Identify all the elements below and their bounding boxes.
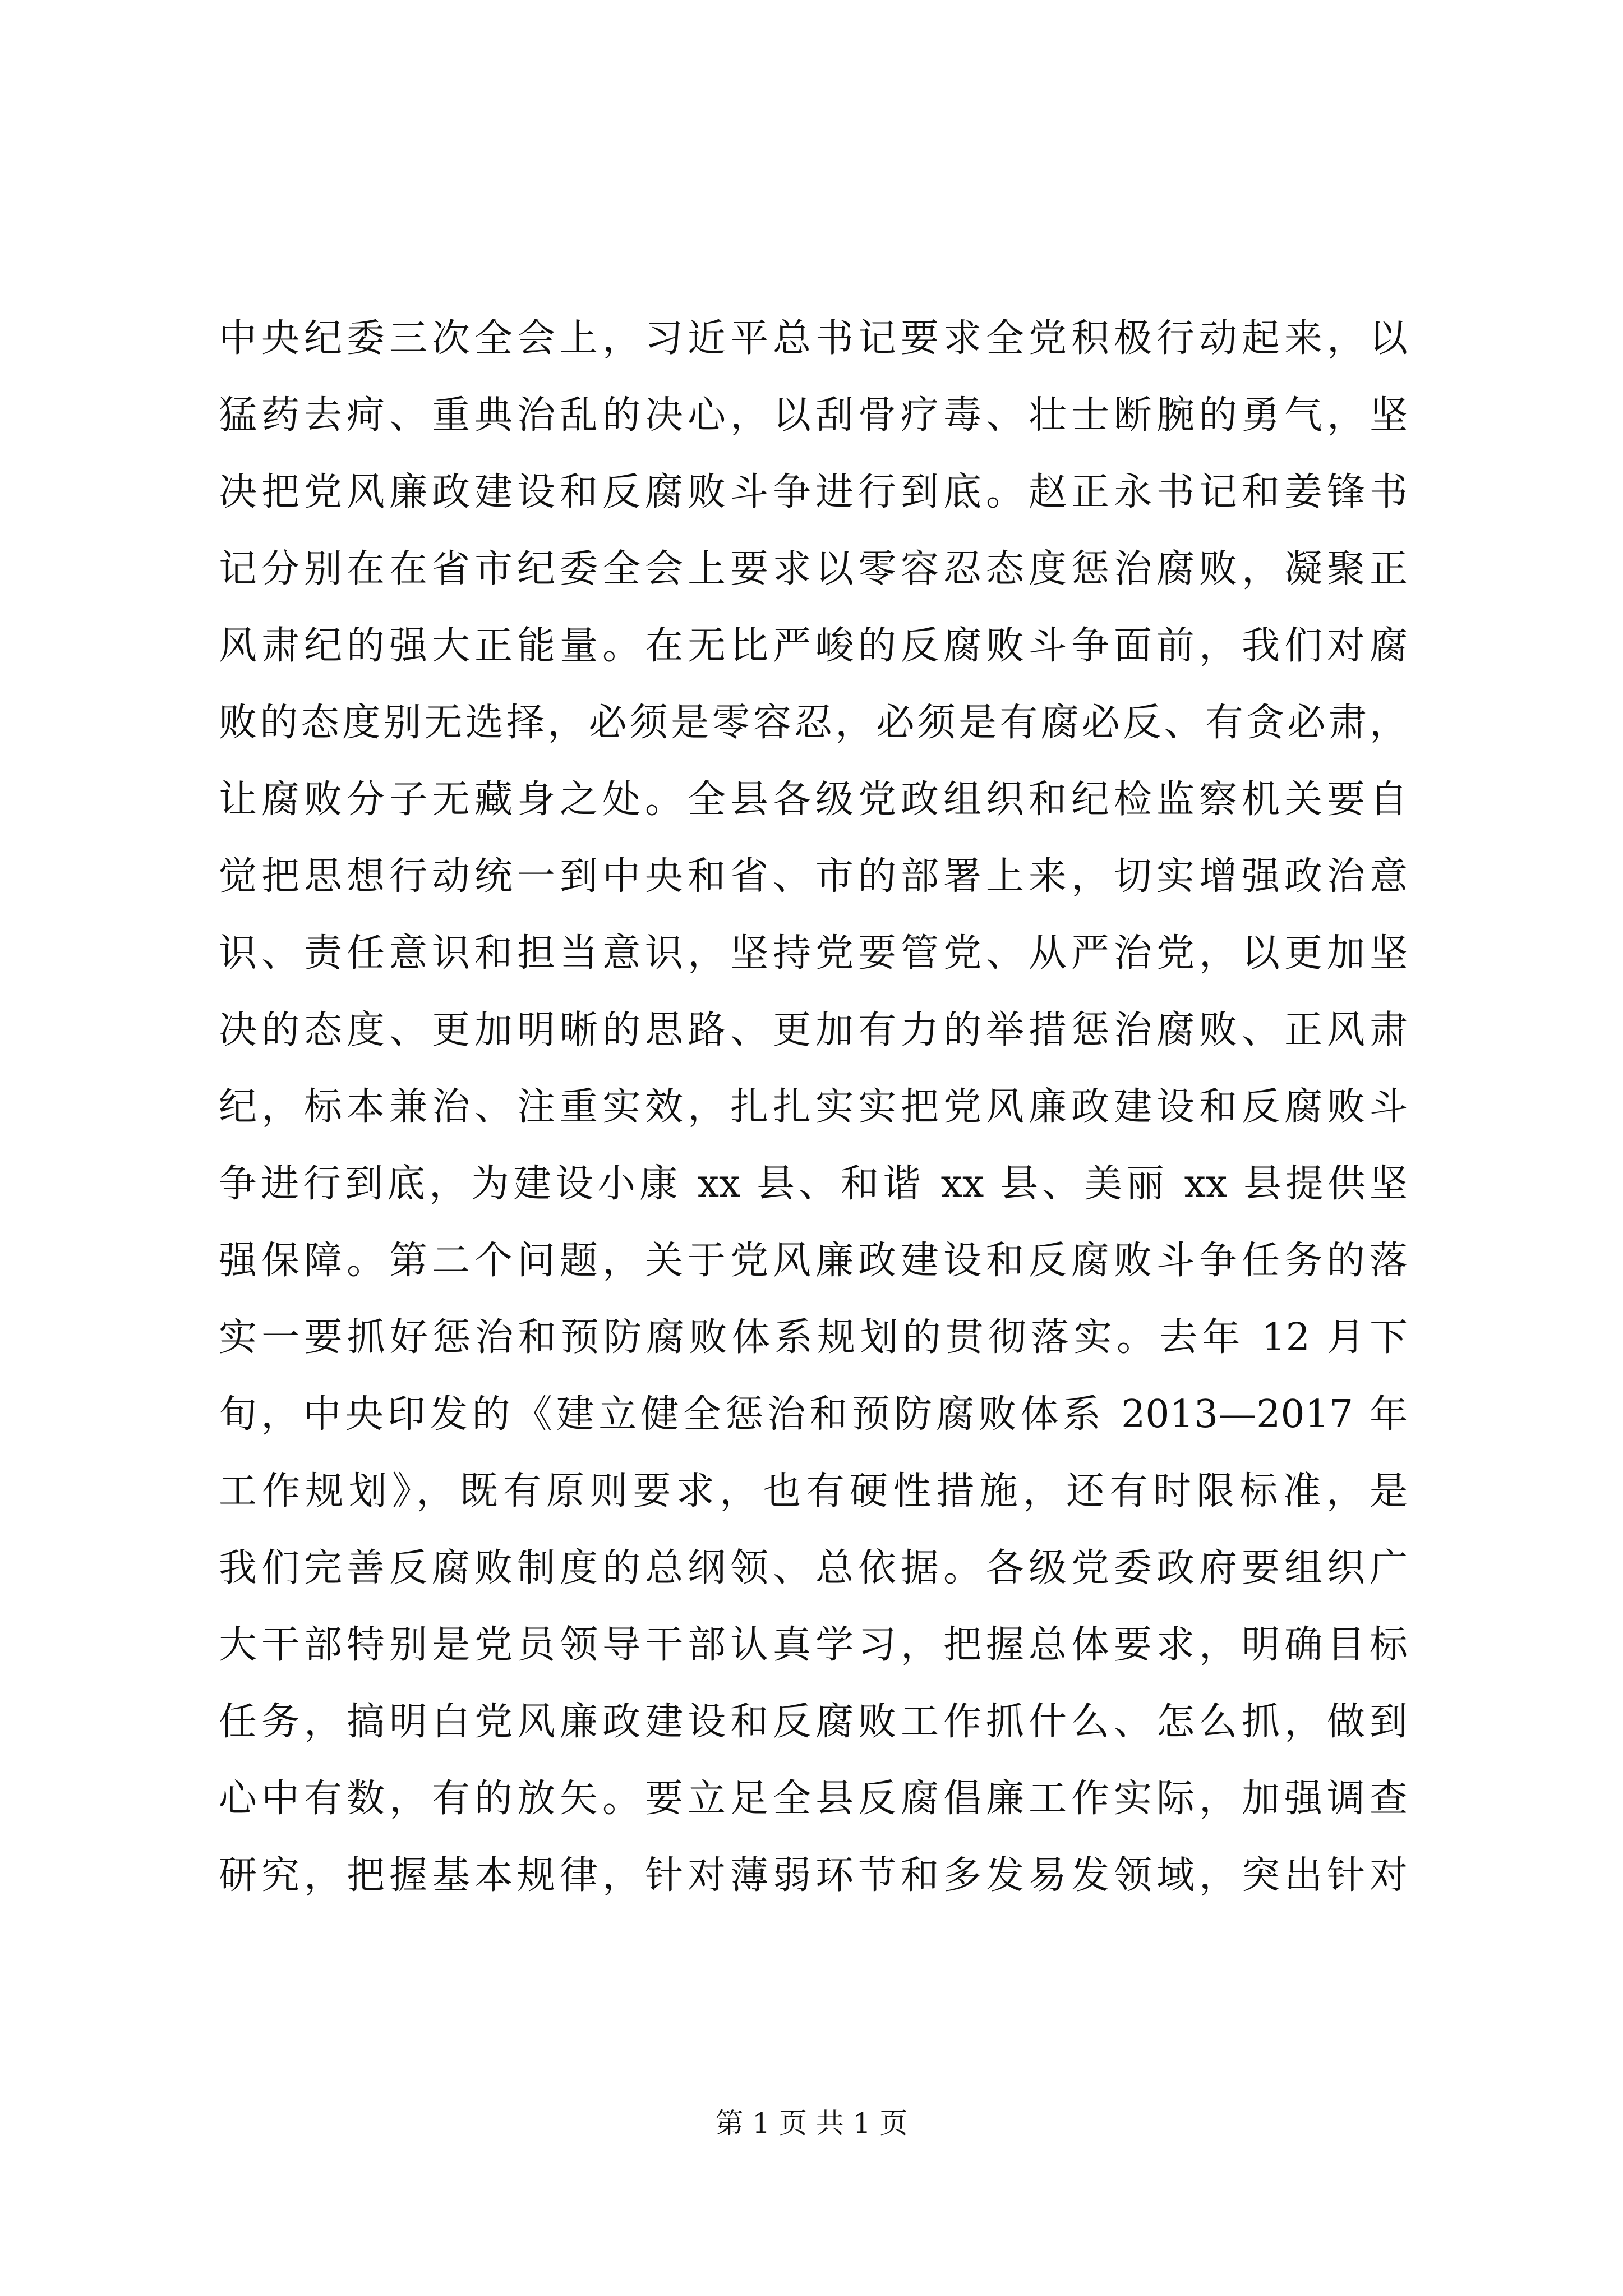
text-line: 记分别在在省市纪委全会上要求以零容忍态度惩治腐败，凝聚正 <box>219 547 1408 591</box>
text-line: 实一要抓好惩治和预防腐败体系规划的贯彻落实。去年 12 月下 <box>219 1315 1408 1360</box>
text-line: 纪，标本兼治、注重实效，扎扎实实把党风廉政建设和反腐败斗 <box>219 1085 1408 1129</box>
text-line: 工作规划》，既有原则要求，也有硬性措施，还有时限标准，是 <box>219 1469 1408 1513</box>
text-line: 研究，把握基本规律，针对薄弱环节和多发易发领域，突出针对 <box>219 1853 1408 1898</box>
text-line: 觉把思想行动统一到中央和省、市的部署上来，切实增强政治意 <box>219 854 1408 899</box>
text-line: 决的态度、更加明晰的思路、更加有力的举措惩治腐败、正风肃 <box>219 1008 1408 1052</box>
text-line: 心中有数，有的放矢。要立足全县反腐倡廉工作实际，加强调查 <box>219 1777 1408 1821</box>
page-number-label: 第 1 页 共 1 页 <box>715 2107 908 2139</box>
text-line: 任务，搞明白党风廉政建设和反腐败工作抓什么、怎么抓，做到 <box>219 1700 1408 1744</box>
text-line: 败的态度别无选择，必须是零容忍，必须是有腐必反、有贪必肃， <box>219 701 1408 745</box>
body-paragraph <box>219 300 1408 1914</box>
page-footer <box>0 2101 1623 2141</box>
text-line: 强保障。第二个问题，关于党风廉政建设和反腐败斗争任务的落 <box>219 1239 1408 1283</box>
text-line: 我们完善反腐败制度的总纲领、总依据。各级党委政府要组织广 <box>219 1546 1408 1590</box>
text-line: 猛药去疴、重典治乱的决心，以刮骨疗毒、壮士断腕的勇气，坚 <box>219 393 1408 438</box>
text-line: 识、责任意识和担当意识，坚持党要管党、从严治党，以更加坚 <box>219 931 1408 976</box>
text-line: 中央纪委三次全会上，习近平总书记要求全党积极行动起来，以 <box>219 316 1408 361</box>
text-line: 风肃纪的强大正能量。在无比严峻的反腐败斗争面前，我们对腐 <box>219 624 1408 668</box>
text-line: 让腐败分子无藏身之处。全县各级党政组织和纪检监察机关要自 <box>219 777 1408 822</box>
text-line: 旬，中央印发的《建立健全惩治和预防腐败体系 2013—2017 年 <box>219 1392 1408 1437</box>
text-line: 争进行到底，为建设小康 xx 县、和谐 xx 县、美丽 xx 县提供坚 <box>219 1162 1408 1206</box>
text-line: 决把党风廉政建设和反腐败斗争进行到底。赵正永书记和姜锋书 <box>219 470 1408 514</box>
text-line: 大干部特别是党员领导干部认真学习，把握总体要求，明确目标 <box>219 1623 1408 1667</box>
